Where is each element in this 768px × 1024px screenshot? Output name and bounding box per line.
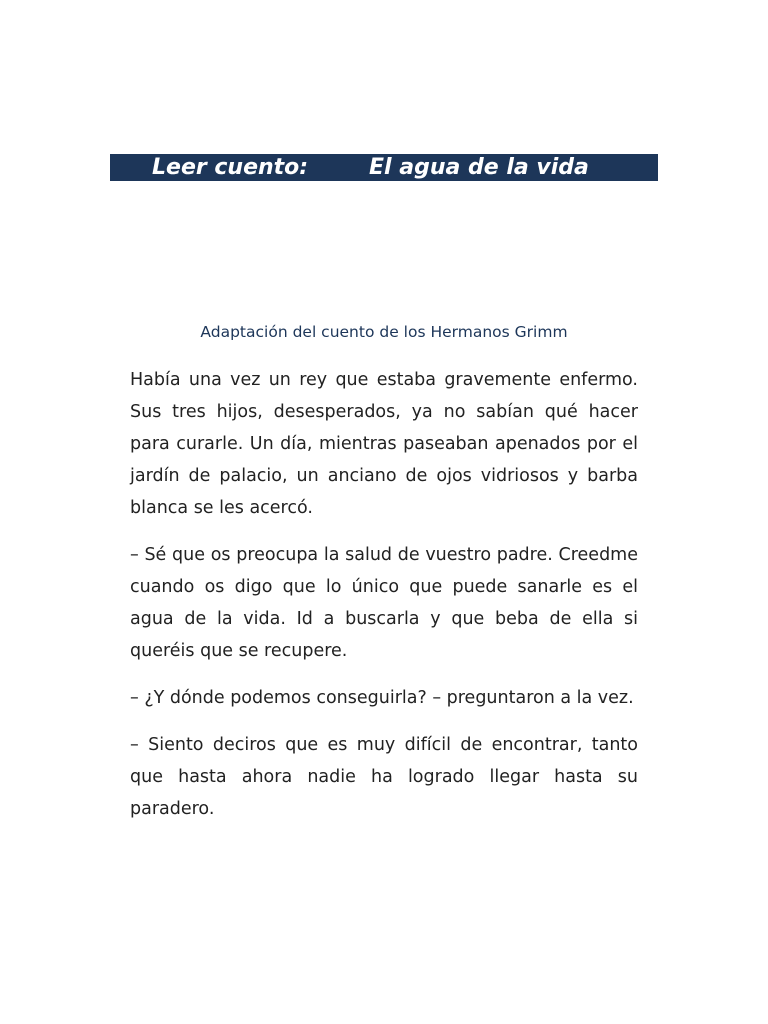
paragraph: – Sé que os preocupa la salud de vuestro padre. Creedme cuando os digo que lo único que puede sanarle es el agua de la vida. Id a buscarla y que beba de ella si queréis que se recupere.	[130, 545, 638, 661]
paragraph: Había una vez un rey que estaba gravemente enfermo. Sus tres hijos, desesperados, ya no sabían qué hacer para curarle. Un día, mientras paseaban apenados por el jardín de palacio, un anciano de ojos vidriosos y barba blanca se les acercó.	[130, 370, 638, 518]
title-label: Leer cuento:	[152, 155, 309, 180]
subtitle: Adaptación del cuento de los Hermanos Grimm	[200, 323, 568, 341]
story-body	[130, 364, 638, 840]
paragraph: – Siento deciros que es muy difícil de encontrar, tanto que hasta ahora nadie ha logrado llegar hasta su paradero.	[130, 735, 638, 819]
story-title: El agua de la vida	[369, 155, 589, 180]
paragraph: – ¿Y dónde podemos conseguirla? – preguntaron a la vez.	[130, 688, 634, 708]
title-banner	[110, 154, 658, 181]
